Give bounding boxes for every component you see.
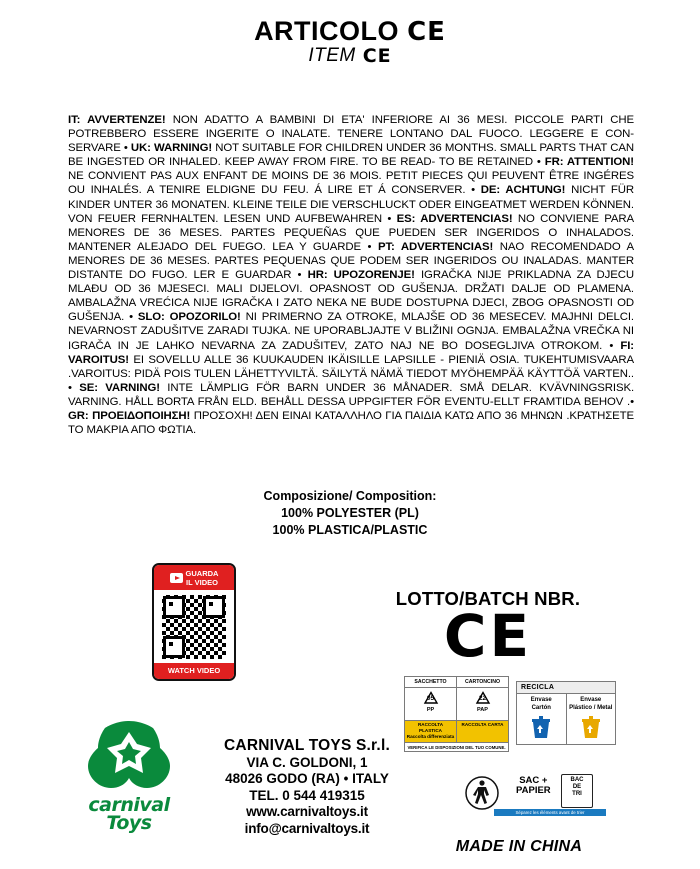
recycling-it-cell-paper — [457, 688, 508, 720]
ce-mark-e: E — [427, 16, 446, 47]
ce-mark-icon — [407, 16, 446, 47]
page-title: ARTICOLO — [254, 16, 400, 46]
company-website[interactable]: www.carnivaltoys.it — [246, 804, 368, 819]
ce-mark-large-icon — [443, 602, 533, 670]
company-city: 48026 GODO (RA) • ITALY — [225, 771, 389, 786]
ce-mark-large-wrap — [362, 602, 614, 670]
bac-line3: TRI — [572, 791, 582, 797]
recycling-es-header: RECICLA — [517, 682, 615, 694]
recycling-it-head-left: SACCHETTO — [405, 677, 457, 687]
recycling-es-plastic-line1: Envase — [580, 697, 602, 703]
sac-papier-line2: PAPIER — [516, 785, 551, 796]
company-email[interactable]: info@carnivaltoys.it — [244, 820, 370, 836]
composition-block — [0, 488, 700, 539]
recycling-it-foot-right: RACCOLTA CARTA — [457, 721, 508, 742]
ce-mark-c: C — [443, 602, 490, 670]
recycling-it-head-right: CARTONCINO — [464, 679, 501, 685]
video-badge-top-label — [154, 565, 234, 590]
ce-mark-e: E — [377, 44, 392, 67]
document-header — [0, 0, 700, 67]
recycling-es-plastic-line2: Plástico / Metal — [569, 704, 613, 711]
recycling-it-cell-plastic — [405, 688, 457, 720]
recycling-label-it — [404, 676, 509, 752]
made-in-label: MADE IN CHINA — [455, 838, 583, 855]
bac-de-tri-icon — [561, 774, 593, 808]
recycling-es-col-carton — [517, 694, 567, 744]
recycle-bin-yellow-icon — [578, 714, 604, 740]
ce-mark-e: E — [489, 602, 533, 670]
ce-mark-icon-small — [362, 44, 392, 67]
composition-material-1: 100% POLYESTER (PL) — [281, 506, 419, 520]
recycling-fr-note: Séparez les éléments avant de trier — [494, 809, 606, 816]
recycling-code-number-paper: 22 — [478, 695, 487, 702]
company-street: VIA C. GOLDONI, 1 — [246, 754, 368, 770]
multilingual-warnings-text: IT: AVVERTENZE! NON ADATTO A BAMBINI DI ETA' INFERIORE AI 36 MESI. PICCOLE PARTI CHE POTREBBERO ESSERE INGERITE O INALATE. TENERE LONTANO DAL FUOCO. LEGGERE E CON-SERVARE • UK: WARNING! NOT SUITABLE FOR CHILDREN UNDER 36 MONTHS. SMALL PARTS THAT CAN BE INGESTED OR INHALED. KEEP AWAY FROM FIRE. TO BE READ- TO BE RETAINED • FR: ATTENTION! NE CONVIENT PAS AUX ENFANT DE MOINS DE 36 MOIS. PETIT PIECES QUI PEUVENT ÊTRE INGÉRES OU INHALÉS. A TENIRE ELDIGNE DU FEU. Á LIRE ET Á CONSERVER. • DE: ACHTUNG! NICHT FÜR KINDER UNTER 36 MONATEN. KLEINE TEILE DIE VERSCHLUCKT ODER EINGEATMET WERDEN KÖNNEN. VON FEUER FERNHALTEN. LESEN UND AUFBEWAHREN • ES: ADVERTENCIAS! NO CONVIENE PARA MENORES DE 36 MESES. PARTES PEQUEÑAS QUE PUEDEN SER INGERIDOS O INHALADOS. MANTENER ALEJADO DEL FUEGO. LEA Y GUARDE • PT: ADVERTENCIAS! NAO RECOMENDADO A MENORES DE 36 MESES. PARTES PEQUENAS QUE PODEM SER INGERIDOS OU INALADAS. MANTER DISTANTE DO FUGO. LER E GUARDAR • HR: UPOZORENJE! IGRAČKA NIJE PRIKLADNA ZA DJECU MLAĐU OD 36 MJESECI. MALI DIJELOVI. OPASNOST OD GUŠENJA. DRŽATI DALJE OD PLAMENA. AMBALAŽNA VREĆICA NIJE IGRAČKA I ZATO NEKA NE BUDE DOSTUPNA DJECI, ZBOG OPASNOSTI OD GUŠENJA. • SLO: OPOZORILO! NI PRIMERNO ZA OTROKE, MLAJŠE OD 36 MESECEV. MAJHNI DELCI. NEVARNOST ZADUŠITVE ZARADI TUJKA. NE UPORABLJAJTE V BLIŽINI OGNJA. EMBALAŽNA VREČKA NI IGRAČA IN JE LAHKO NEVARNA ZA ZADUŠITEV, ZATO NAJ NE BO DOSEGLJIVA OTROKOM. • FI: VAROITUS! EI SOVELLU ALLE 36 KUUKAUDEN IKÄISILLE LAPSILLE - PIENIÄ OSIA. TUKEHTUMISVAARA .VAROITUS: PIDÄ POIS TULEN LÄHETTYVILTÄ. SÄILYTÄ NÄMÄ TIEDOT MYÖHEMPÄÄ KÄYTTÖÄ VARTEN.. • SE: VARNING! INTE LÄMPLIG FÖR BARN UNDER 36 MÅNADER. SMÅ DELAR. KVÄVNINGSRISK. VARNING. HÅLL BORTA FRÅN ELD. BEHÅLL DESSA UPPGIFTER FÖR EVENTU-ELLT FRAMTIDA BEHOV .• GR: ΠΡΟΕΙΔΟΠΟΙΗΣΗ! ΠΡΟΣΟΧΗ! ΔΕΝ ΕΙΝΑΙ ΚΑΤΑΛΛΗΛΟ ΓΙΑ ΠΑΙΔΙΑ ΚΑΤΩ ΑΠΟ 36 ΜΗΝΩΝ .ΚΡΑΤΗΣΕΤΕ ΤΟ ΜΑΚΡΙΑ ΑΠΟ ΦΩΤΙΑ. — [68, 114, 635, 437]
recycling-label-es — [516, 681, 616, 745]
watch-video-qr-badge[interactable] — [152, 563, 236, 681]
recycling-it-foot-left-line2: Raccolta differenziata — [406, 734, 455, 739]
recycling-es-carton-line1: Envase — [530, 697, 552, 703]
composition-label: Composizione/ Composition: — [263, 489, 437, 503]
recycling-icons-area — [404, 676, 634, 826]
page-subtitle: ITEM — [308, 45, 356, 66]
video-badge-bottom-label: WATCH VIDEO — [154, 663, 234, 679]
video-badge-top-text — [186, 569, 219, 587]
video-badge-line2: IL VIDEO — [186, 578, 218, 587]
company-name: CARNIVAL TOYS S.r.l. — [224, 737, 390, 754]
qr-code-icon[interactable] — [162, 595, 226, 659]
sac-papier-line1: SAC + — [519, 775, 548, 786]
recycling-code-number-plastic: 05 — [426, 695, 435, 702]
logo-wordmark-line2: Toys — [106, 812, 152, 834]
recycling-es-body — [517, 694, 615, 744]
bac-line2: DE — [572, 784, 582, 790]
recycle-bin-blue-icon — [528, 714, 554, 740]
recycling-code-text-paper: PAP — [477, 707, 488, 713]
recycling-it-foot-left-line1: RACCOLTA PLASTICA — [417, 722, 444, 733]
batch-number-label: LOTTO/BATCH NBR. — [395, 588, 581, 609]
header-subtitle-row — [0, 45, 700, 67]
moebius-loop-icon — [473, 690, 493, 707]
recycling-label-fr — [456, 776, 606, 816]
clover-logo-icon — [85, 718, 173, 796]
recycling-it-footer — [405, 720, 508, 742]
recycling-es-carton-line2: Cartón — [531, 704, 551, 711]
carnival-toys-logo — [74, 718, 184, 832]
bac-line1: BAC — [570, 777, 584, 783]
video-badge-line1: GUARDA — [185, 569, 219, 578]
ce-mark-c: C — [362, 44, 378, 67]
moebius-loop-icon — [421, 690, 441, 707]
youtube-play-icon — [170, 573, 183, 583]
recycling-it-header — [405, 677, 508, 688]
recycling-it-foot-left — [405, 721, 457, 742]
sac-papier-label — [516, 776, 551, 796]
logo-wordmark-line1: carnival — [88, 794, 170, 816]
company-address-block — [182, 738, 432, 837]
company-tel: TEL. 0 544 419315 — [249, 787, 365, 803]
header-title-row — [0, 16, 700, 47]
qr-finder-bottom-left — [163, 636, 185, 658]
recycling-code-text-plastic: PP — [426, 707, 435, 713]
recycling-es-col-plastic — [567, 694, 616, 744]
ce-mark-c: C — [407, 16, 428, 47]
qr-finder-top-left — [163, 596, 185, 618]
recycling-it-body — [405, 688, 508, 720]
qr-finder-top-right — [203, 596, 225, 618]
composition-material-2: 100% PLASTICA/PLASTIC — [272, 523, 428, 537]
recycling-it-note: VERIFICA LE DISPOSIZIONI DEL TUO COMUNE. — [405, 742, 508, 751]
